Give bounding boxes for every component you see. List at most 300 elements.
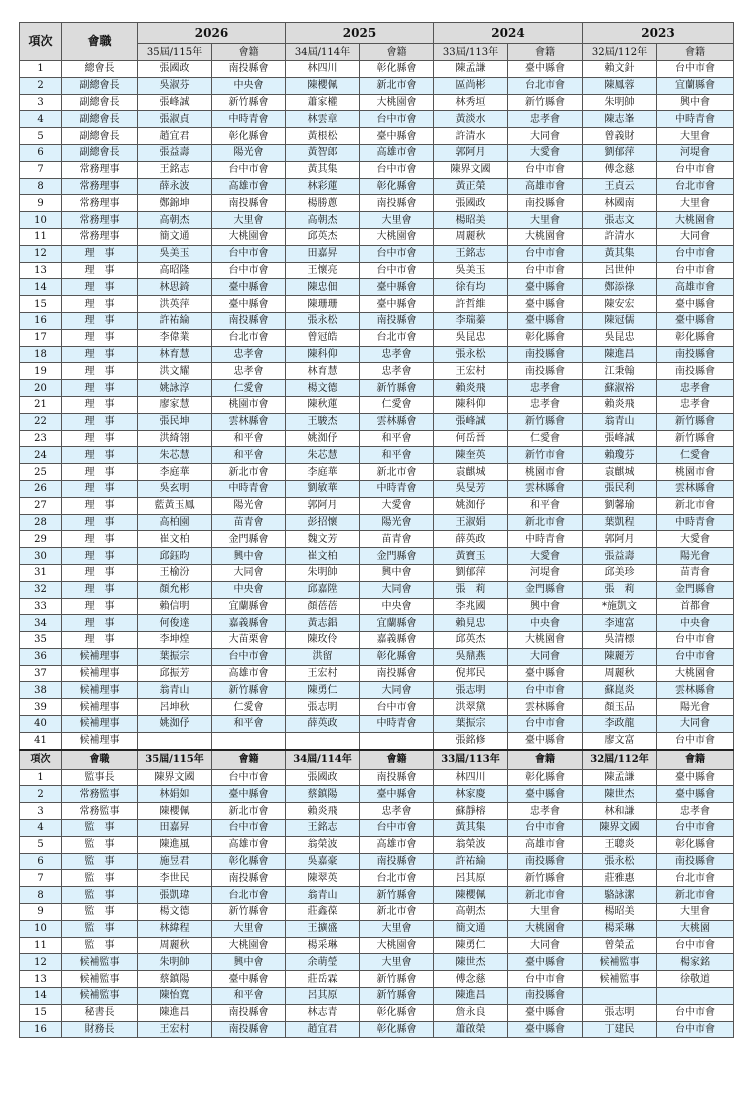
seq-cell: 36 (20, 648, 62, 665)
member-cell: 台中市會 (508, 971, 583, 988)
name-cell: 張國政 (138, 61, 212, 78)
name-cell: 楊采琳 (286, 937, 360, 954)
member-cell: 彰化縣會 (360, 1021, 434, 1038)
table-row (20, 430, 734, 447)
name-cell: 傅念慈 (434, 971, 508, 988)
name-cell: 何岳晉 (434, 430, 508, 447)
name-cell: 張國政 (434, 195, 508, 212)
member-cell: 金門縣會 (212, 531, 286, 548)
name-cell: 王懷亮 (286, 262, 360, 279)
member-cell: 大桃園會 (657, 665, 734, 682)
member-cell: 興中會 (212, 954, 286, 971)
name-cell: 陳奎英 (434, 447, 508, 464)
name-cell: 莊雅惠 (583, 870, 657, 887)
member-cell: 南投縣會 (212, 195, 286, 212)
role-cell: 理 事 (62, 329, 138, 346)
member-cell: 大桃園會 (360, 94, 434, 111)
member-cell: 臺中縣會 (508, 312, 583, 329)
name-cell: 陳櫻佩 (286, 77, 360, 94)
member-cell: 大同會 (212, 564, 286, 581)
name-cell: 劉郁萍 (434, 564, 508, 581)
member-cell: 興中會 (360, 564, 434, 581)
role-cell: 理 事 (62, 480, 138, 497)
role-cell: 理 事 (62, 548, 138, 565)
name-cell: 蘇靜榕 (434, 803, 508, 820)
member-cell: 臺中縣會 (657, 769, 734, 786)
table-row (20, 648, 734, 665)
name-cell: 區尚彬 (434, 77, 508, 94)
member-cell: 大桃園會 (212, 937, 286, 954)
name-cell: 黃志錩 (286, 615, 360, 632)
name-cell: 林家慶 (434, 786, 508, 803)
member-cell: 彰化縣會 (360, 61, 434, 78)
name-cell: 林育慧 (286, 363, 360, 380)
name-cell: 張益壽 (583, 548, 657, 565)
name-cell: 李偉業 (138, 329, 212, 346)
table-row (20, 279, 734, 296)
name-cell: 賴炎飛 (286, 803, 360, 820)
member-cell: 高雄市會 (212, 665, 286, 682)
member-cell: 大愛會 (657, 531, 734, 548)
member-cell: 彰化縣會 (657, 329, 734, 346)
seq-cell: 4 (20, 820, 62, 837)
member-cell: 中時青會 (360, 716, 434, 733)
table-row (20, 514, 734, 531)
member-cell: 台中市會 (212, 769, 286, 786)
seq-cell: 10 (20, 212, 62, 229)
name-cell: 曾義財 (583, 128, 657, 145)
name-cell: 林和謙 (583, 803, 657, 820)
member-cell: 新竹縣會 (657, 413, 734, 430)
name-cell: 周麗秋 (434, 228, 508, 245)
name-cell: 蔡鎮陽 (138, 971, 212, 988)
member-cell: 台中市會 (508, 716, 583, 733)
role-cell: 常務理事 (62, 212, 138, 229)
name-cell: 王擴盛 (286, 920, 360, 937)
member-cell: 台中市會 (360, 699, 434, 716)
name-cell: 高朝杰 (434, 904, 508, 921)
name-cell: 邱振芳 (138, 665, 212, 682)
member-cell: 臺中縣會 (508, 1021, 583, 1038)
seq-cell: 15 (20, 296, 62, 313)
member-cell: 和平會 (360, 430, 434, 447)
member-cell: 臺中縣會 (360, 296, 434, 313)
name-cell: 林娟如 (138, 786, 212, 803)
member-cell: 和平會 (212, 716, 286, 733)
table-row (20, 61, 734, 78)
seq-cell: 13 (20, 971, 62, 988)
member-cell: 台中市會 (657, 245, 734, 262)
seq-cell: 2 (20, 77, 62, 94)
seq-cell: 6 (20, 144, 62, 161)
name-cell: 郭阿月 (286, 497, 360, 514)
name-cell: 許清水 (583, 228, 657, 245)
seq-cell: 9 (20, 904, 62, 921)
name-cell: 顏玉品 (583, 699, 657, 716)
member-cell: 忠孝會 (212, 346, 286, 363)
role-cell: 監 事 (62, 820, 138, 837)
table-row (20, 531, 734, 548)
member-cell: 彰化縣會 (508, 329, 583, 346)
member-cell: 忠孝會 (508, 396, 583, 413)
name-cell: 王銘志 (138, 161, 212, 178)
name-cell: 陳勇仁 (434, 937, 508, 954)
member-cell: 苗青會 (360, 531, 434, 548)
seq-cell: 25 (20, 464, 62, 481)
name-cell: 洪英萍 (138, 296, 212, 313)
member-cell (657, 988, 734, 1005)
table-row (20, 732, 734, 749)
seq-cell: 16 (20, 312, 62, 329)
name-cell: 賴炎飛 (583, 396, 657, 413)
name-cell: 張永松 (286, 312, 360, 329)
name-cell: 陳科仰 (286, 346, 360, 363)
member-cell: 宜蘭縣會 (212, 598, 286, 615)
name-cell: 張峰誠 (138, 94, 212, 111)
year-2023-header: 2023 (583, 23, 734, 44)
member-cell: 大桃園會 (657, 212, 734, 229)
name-cell: 田嘉昇 (138, 820, 212, 837)
name-cell: 吳旻芳 (434, 480, 508, 497)
role-cell: 理 事 (62, 598, 138, 615)
name-cell: 朱明帥 (583, 94, 657, 111)
member-cell: 彰化縣會 (360, 648, 434, 665)
role-cell: 候補監事 (62, 954, 138, 971)
name-cell: 林雲章 (286, 111, 360, 128)
member-cell: 台中市會 (657, 262, 734, 279)
role-cell: 理 事 (62, 497, 138, 514)
name-cell: 陳忠佃 (286, 279, 360, 296)
table-row (20, 682, 734, 699)
seq-cell: 9 (20, 195, 62, 212)
name-cell: *施凱文 (583, 598, 657, 615)
name-cell: 呂其原 (286, 988, 360, 1005)
name-cell: 鄭錦坤 (138, 195, 212, 212)
member-cell: 大愛會 (508, 144, 583, 161)
member-cell: 和平會 (360, 447, 434, 464)
seq-cell: 14 (20, 279, 62, 296)
name-cell (138, 732, 212, 749)
seq-cell: 7 (20, 161, 62, 178)
name-cell: 蘇淑裕 (583, 380, 657, 397)
role-cell: 理 事 (62, 447, 138, 464)
member-cell: 雲林縣會 (657, 480, 734, 497)
term-header: 33屆/113年 (434, 44, 508, 61)
member-header: 會籍 (657, 44, 734, 61)
member-cell: 桃園市會 (212, 396, 286, 413)
name-cell: 廖文富 (583, 732, 657, 749)
name-cell: 邱鈺昀 (138, 548, 212, 565)
role-cell: 監 事 (62, 853, 138, 870)
seq-cell: 30 (20, 548, 62, 565)
name-cell: 邱嘉陞 (286, 581, 360, 598)
name-cell: 吳嘉豪 (286, 853, 360, 870)
name-cell: 劉郁萍 (583, 144, 657, 161)
seq-cell: 8 (20, 178, 62, 195)
name-cell: 張民利 (583, 480, 657, 497)
name-cell: 蕭啟榮 (434, 1021, 508, 1038)
member-cell: 桃園市會 (657, 464, 734, 481)
member-cell: 台中市會 (657, 632, 734, 649)
seq-cell: 39 (20, 699, 62, 716)
name-cell: 翁榮波 (434, 836, 508, 853)
member-cell: 台中市會 (657, 820, 734, 837)
member-cell: 仁愛會 (212, 380, 286, 397)
name-cell: 顏蓓蓓 (286, 598, 360, 615)
seq-cell: 37 (20, 665, 62, 682)
member-cell: 台北市會 (360, 870, 434, 887)
member-cell: 大同會 (657, 228, 734, 245)
member-cell: 興中會 (212, 548, 286, 565)
name-cell: 王銘志 (434, 245, 508, 262)
member-cell: 大桃園會 (360, 937, 434, 954)
name-cell: 洪留 (286, 648, 360, 665)
name-cell: 洪翠黛 (434, 699, 508, 716)
name-cell: 翁榮波 (286, 836, 360, 853)
name-cell: 簡文通 (138, 228, 212, 245)
table-row (20, 904, 734, 921)
name-cell: 陳世杰 (583, 786, 657, 803)
member-cell: 楊家銘 (657, 954, 734, 971)
term-header: 34屆/114年 (286, 750, 360, 770)
name-cell: 葉振宗 (434, 716, 508, 733)
name-cell: 周麗秋 (138, 937, 212, 954)
member-cell: 河堤會 (657, 144, 734, 161)
name-cell: 徐有均 (434, 279, 508, 296)
seq-cell: 32 (20, 581, 62, 598)
member-cell: 首都會 (657, 598, 734, 615)
member-cell: 南投縣會 (360, 195, 434, 212)
member-cell: 大里會 (360, 920, 434, 937)
year-2024-header: 2024 (434, 23, 583, 44)
term-header: 34屆/114年 (286, 44, 360, 61)
table-row (20, 820, 734, 837)
member-cell: 高雄市會 (360, 144, 434, 161)
member-cell: 彰化縣會 (212, 853, 286, 870)
name-cell: 吳清標 (583, 632, 657, 649)
name-cell: 呂其原 (434, 870, 508, 887)
member-cell: 大里會 (360, 212, 434, 229)
name-cell: 黃淡水 (434, 111, 508, 128)
role-cell: 理 事 (62, 531, 138, 548)
name-cell: 丁建民 (583, 1021, 657, 1038)
name-cell: 葉凱程 (583, 514, 657, 531)
member-cell: 陽光會 (657, 548, 734, 565)
name-cell: 劉敏華 (286, 480, 360, 497)
member-cell: 彰化縣會 (657, 836, 734, 853)
name-cell: 張峰誠 (434, 413, 508, 430)
name-cell: 張 莉 (583, 581, 657, 598)
name-cell: 曾冠皓 (286, 329, 360, 346)
seq-cell: 21 (20, 396, 62, 413)
role-cell: 常務理事 (62, 161, 138, 178)
member-cell: 台中市會 (657, 161, 734, 178)
member-cell: 臺中縣會 (657, 786, 734, 803)
name-cell: 葉振宗 (138, 648, 212, 665)
member-cell: 中央會 (212, 77, 286, 94)
name-cell: 林國南 (583, 195, 657, 212)
role-cell: 總會長 (62, 61, 138, 78)
member-cell: 南投縣會 (508, 988, 583, 1005)
name-cell: 李連富 (583, 615, 657, 632)
member-cell: 大同會 (508, 648, 583, 665)
name-cell: 陳安宏 (583, 296, 657, 313)
table-row (20, 413, 734, 430)
member-cell: 中時青會 (212, 480, 286, 497)
member-cell: 台北市會 (360, 329, 434, 346)
name-cell: 王貞云 (583, 178, 657, 195)
name-cell: 高昭隆 (138, 262, 212, 279)
table-row (20, 769, 734, 786)
name-cell: 張民坤 (138, 413, 212, 430)
name-cell: 陳櫻佩 (434, 887, 508, 904)
seq-cell: 3 (20, 94, 62, 111)
member-cell: 南投縣會 (508, 363, 583, 380)
name-cell: 張志文 (583, 212, 657, 229)
table-row (20, 971, 734, 988)
name-cell: 彭招懷 (286, 514, 360, 531)
member-cell: 雲林縣會 (360, 413, 434, 430)
member-cell: 台中市會 (212, 245, 286, 262)
member-cell: 新竹縣會 (508, 870, 583, 887)
member-cell: 新竹縣會 (657, 430, 734, 447)
member-header: 會籍 (508, 44, 583, 61)
member-cell: 台中市會 (657, 1004, 734, 1021)
seq-cell: 41 (20, 732, 62, 749)
term-header: 35屆/115年 (138, 44, 212, 61)
member-cell: 大里會 (657, 904, 734, 921)
year-2026-header: 2026 (138, 23, 286, 44)
member-cell: 陽光會 (212, 144, 286, 161)
name-cell: 陳櫻佩 (138, 803, 212, 820)
name-cell: 李庭華 (138, 464, 212, 481)
table-row (20, 77, 734, 94)
name-cell: 陳勇仁 (286, 682, 360, 699)
name-cell: 李瑞蓁 (434, 312, 508, 329)
role-cell: 理 事 (62, 514, 138, 531)
name-cell: 劉馨瑜 (583, 497, 657, 514)
name-cell: 黃智郎 (286, 144, 360, 161)
name-cell: 駱詠潔 (583, 887, 657, 904)
name-cell: 鄭添祿 (583, 279, 657, 296)
table-row (20, 380, 734, 397)
member-cell: 和平會 (508, 497, 583, 514)
member-cell: 新竹縣會 (360, 971, 434, 988)
name-cell: 黃寶玉 (434, 548, 508, 565)
member-header: 會籍 (360, 44, 434, 61)
member-cell: 台中市會 (508, 682, 583, 699)
member-cell: 台中市會 (657, 648, 734, 665)
member-cell: 大桃園會 (508, 920, 583, 937)
member-cell: 臺中縣會 (212, 971, 286, 988)
seq-cell: 20 (20, 380, 62, 397)
member-cell: 臺中縣會 (508, 279, 583, 296)
table-row (20, 178, 734, 195)
name-cell: 楊昭美 (434, 212, 508, 229)
member-cell: 忠孝會 (657, 396, 734, 413)
name-cell: 楊文德 (286, 380, 360, 397)
member-cell: 台中市會 (212, 820, 286, 837)
role-cell: 監 事 (62, 937, 138, 954)
member-cell: 彰化縣會 (508, 769, 583, 786)
member-cell: 高雄市會 (212, 836, 286, 853)
name-cell: 吳鼎燕 (434, 648, 508, 665)
role-cell: 常務理事 (62, 228, 138, 245)
seq-cell: 7 (20, 870, 62, 887)
name-cell: 姚洳伃 (286, 430, 360, 447)
name-cell: 蔡鎮陽 (286, 786, 360, 803)
member-cell: 苗青會 (657, 564, 734, 581)
roster-document (19, 22, 733, 1038)
term-header: 33屆/113年 (434, 750, 508, 770)
member-cell: 台中市會 (212, 262, 286, 279)
role-cell: 理 事 (62, 380, 138, 397)
member-cell: 仁愛會 (212, 699, 286, 716)
seq-cell: 10 (20, 920, 62, 937)
member-cell: 中央會 (657, 615, 734, 632)
member-cell (360, 732, 434, 749)
member-cell: 新北市會 (360, 904, 434, 921)
supervisor-header-row (20, 750, 734, 770)
member-cell: 彰化縣會 (360, 1004, 434, 1021)
seq-cell: 5 (20, 836, 62, 853)
seq-cell: 22 (20, 413, 62, 430)
table-row (20, 1004, 734, 1021)
member-cell: 台北市會 (657, 870, 734, 887)
role-cell: 監 事 (62, 836, 138, 853)
year-header-row (20, 23, 734, 44)
member-cell: 新北市會 (657, 887, 734, 904)
member-cell: 高雄市會 (212, 178, 286, 195)
member-cell: 大桃園會 (508, 228, 583, 245)
name-cell: 邱英杰 (286, 228, 360, 245)
member-cell: 忠孝會 (657, 803, 734, 820)
member-cell: 新竹縣會 (212, 904, 286, 921)
member-cell: 忠孝會 (212, 363, 286, 380)
member-cell: 和平會 (212, 430, 286, 447)
member-cell: 宜蘭縣會 (360, 615, 434, 632)
role-cell: 監 事 (62, 887, 138, 904)
member-cell: 和平會 (212, 988, 286, 1005)
member-cell: 新北市會 (212, 464, 286, 481)
name-cell: 賴文針 (583, 61, 657, 78)
member-cell: 南投縣會 (212, 1004, 286, 1021)
member-cell: 忠孝會 (360, 346, 434, 363)
member-cell: 雲林縣會 (657, 682, 734, 699)
role-cell: 常務監事 (62, 803, 138, 820)
member-cell: 新北市會 (212, 803, 286, 820)
name-cell: 張志明 (583, 1004, 657, 1021)
name-cell: 高朝杰 (286, 212, 360, 229)
member-cell: 中央會 (508, 615, 583, 632)
member-cell: 南投縣會 (360, 853, 434, 870)
member-cell: 高雄市會 (508, 178, 583, 195)
name-cell: 高柏園 (138, 514, 212, 531)
roster-table (19, 22, 734, 1038)
name-cell: 張淑貞 (138, 111, 212, 128)
member-cell: 大桃園會 (212, 228, 286, 245)
name-cell: 莊鑫葆 (286, 904, 360, 921)
member-cell: 中時青會 (657, 111, 734, 128)
name-cell: 張 莉 (434, 581, 508, 598)
member-cell: 臺中縣會 (508, 665, 583, 682)
seq-cell: 23 (20, 430, 62, 447)
table-row (20, 346, 734, 363)
table-row (20, 464, 734, 481)
name-cell: 黃正榮 (434, 178, 508, 195)
table-row (20, 853, 734, 870)
name-cell: 黃其集 (583, 245, 657, 262)
